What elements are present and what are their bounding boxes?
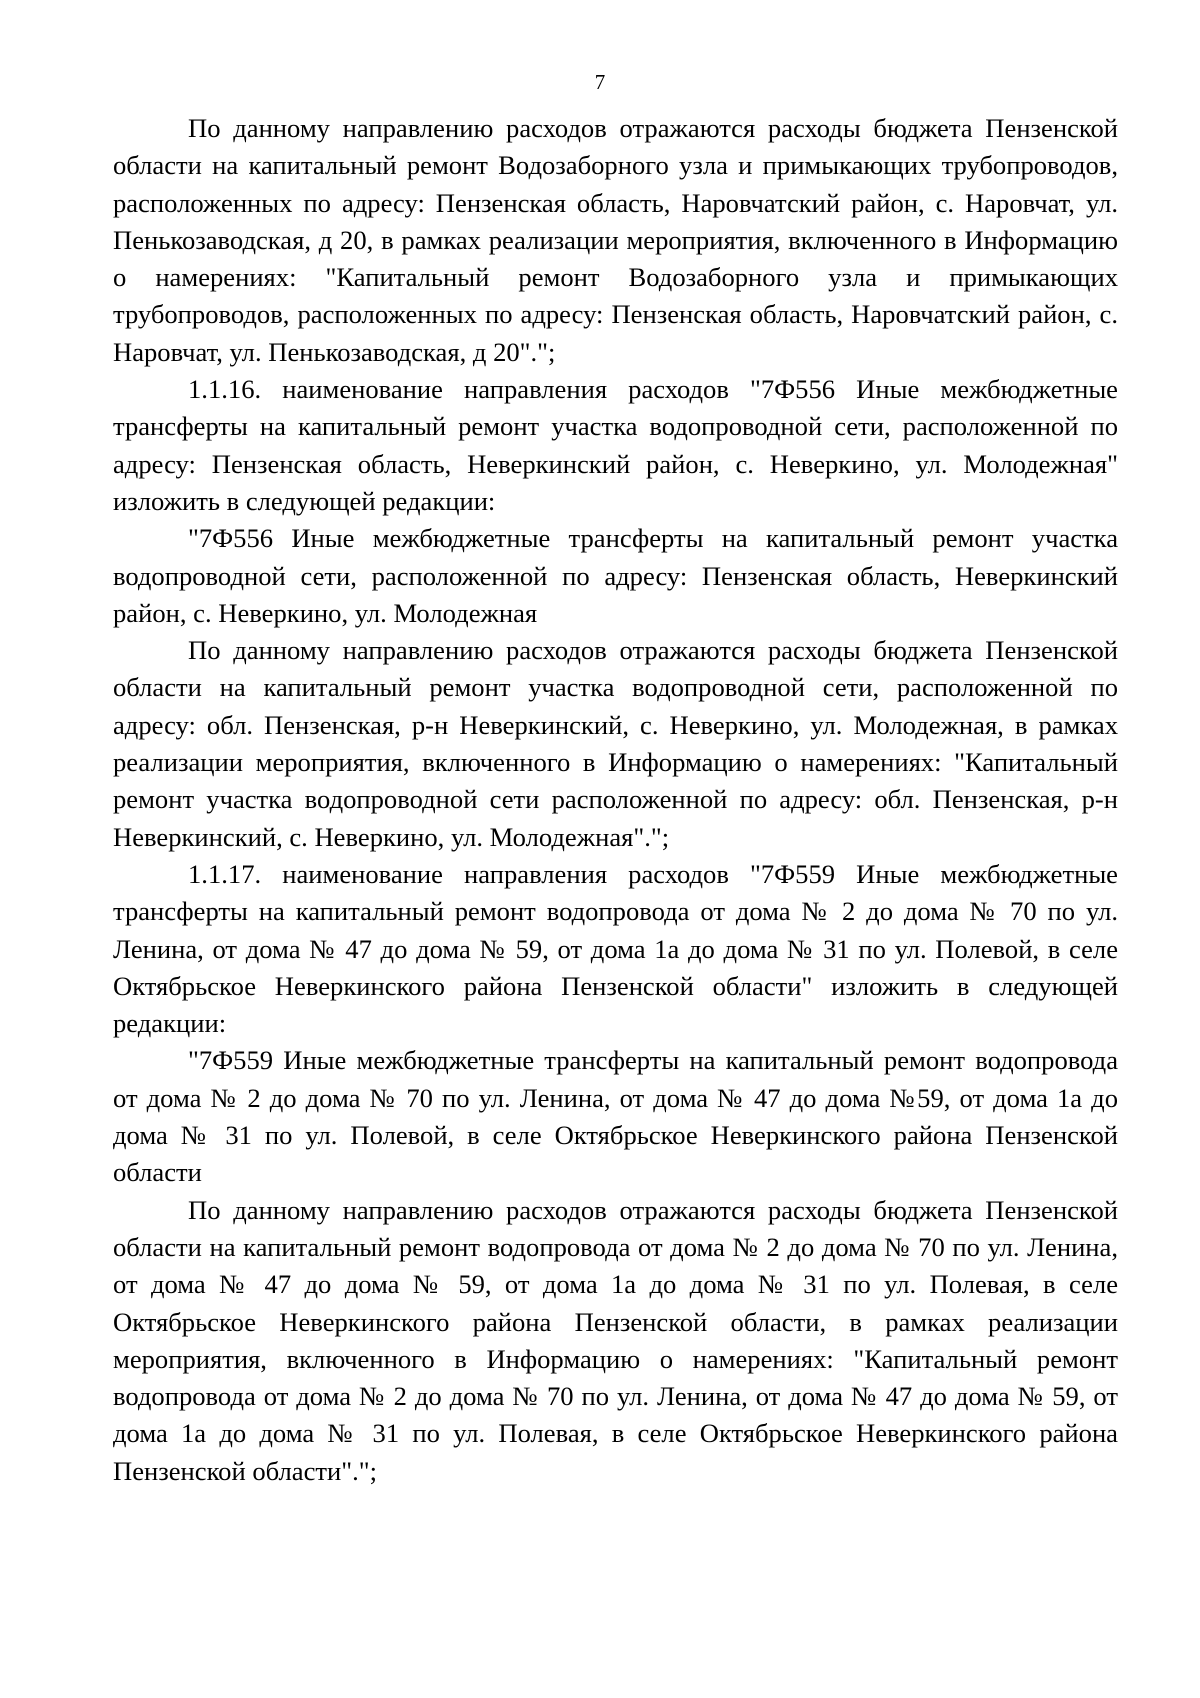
paragraph-7f559-description: По данному направлению расходов отражаются расходы бюджета Пензенской области на капитальный ремонт водопровода от дома № 2 до дома № 70 по ул. Ленина, от дома № 47 до дома № 59, от дома 1а до дома № 31 по ул. Полевая, в селе Октябрьское Неверкинского района Пензенской области, в рамках реализации мероприятия, включенного в Информацию о намерениях: "Капитальный ремонт водопровода от дома № 2 до дома № 70 по ул. Ленина, от дома № 47 до дома № 59, от дома 1а до дома № 31 по ул. Полевая, в селе Октябрьское Неверкинского района Пензенской области"."; (113, 1194, 1118, 1486)
paragraph-7f559-new-wording: "7Ф559 Иные межбюджетные трансферты на капитальный ремонт водопровода от дома № 2 до дома № 70 по ул. Ленина, от дома № 47 до дома №59, от дома 1а до дома № 31 по ул. Полевой, в селе Октябрьское Неверкинского района Пензенской области (113, 1045, 1118, 1188)
document-body (113, 110, 1118, 1490)
paragraph-item-1-1-17: 1.1.17. наименование направления расходов "7Ф559 Иные межбюджетные трансферты на капитальный ремонт водопровода от дома № 2 до дома № 70 по ул. Ленина, от дома № 47 до дома № 59, от дома 1а до дома № 31 по ул. Полевой, в селе Октябрьское Неверкинского района Пензенской области" изложить в следующей редакции: (113, 858, 1118, 1039)
paragraph-7f556-new-wording: "7Ф556 Иные межбюджетные трансферты на капитальный ремонт участка водопроводной сети, расположенной по адресу: Пензенская область, Неверкинский район, с. Неверкино, ул. Молодежная (113, 523, 1118, 628)
paragraph-item-1-1-16: 1.1.16. наименование направления расходов "7Ф556 Иные межбюджетные трансферты на капитальный ремонт участка водопроводной сети, расположенной по адресу: Пензенская область, Неверкинский район, с. Неверкино, ул. Молодежная" изложить в следующей редакции: (113, 374, 1118, 516)
paragraph-expense-description-7f5: По данному направлению расходов отражаются расходы бюджета Пензенской области на капитальный ремонт Водозаборного узла и примыкающих трубопроводов, расположенных по адресу: Пензенская область, Наровчатский район, с. Наровчат, ул. Пенькозаводская, д 20, в рамках реализации мероприятия, включенного в Информацию о намерениях: "Капитальный ремонт Водозаборного узла и примыкающих трубопроводов, расположенных по адресу: Пензенская область, Наровчатский район, с. Наровчат, ул. Пенькозаводская, д 20"."; (113, 113, 1118, 367)
page-number: 7 (594, 70, 606, 94)
paragraph-7f556-description: По данному направлению расходов отражаются расходы бюджета Пензенской области на капитальный ремонт участка водопроводной сети, расположенной по адресу: обл. Пензенская, р-н Неверкинский, с. Неверкино, ул. Молодежная, в рамках реализации мероприятия, включенного в Информацию о намерениях: "Капитальный ремонт участка водопроводной сети расположенной по адресу: обл. Пензенская, р-н Неверкинский, с. Неверкино, ул. Молодежная"."; (113, 635, 1118, 852)
